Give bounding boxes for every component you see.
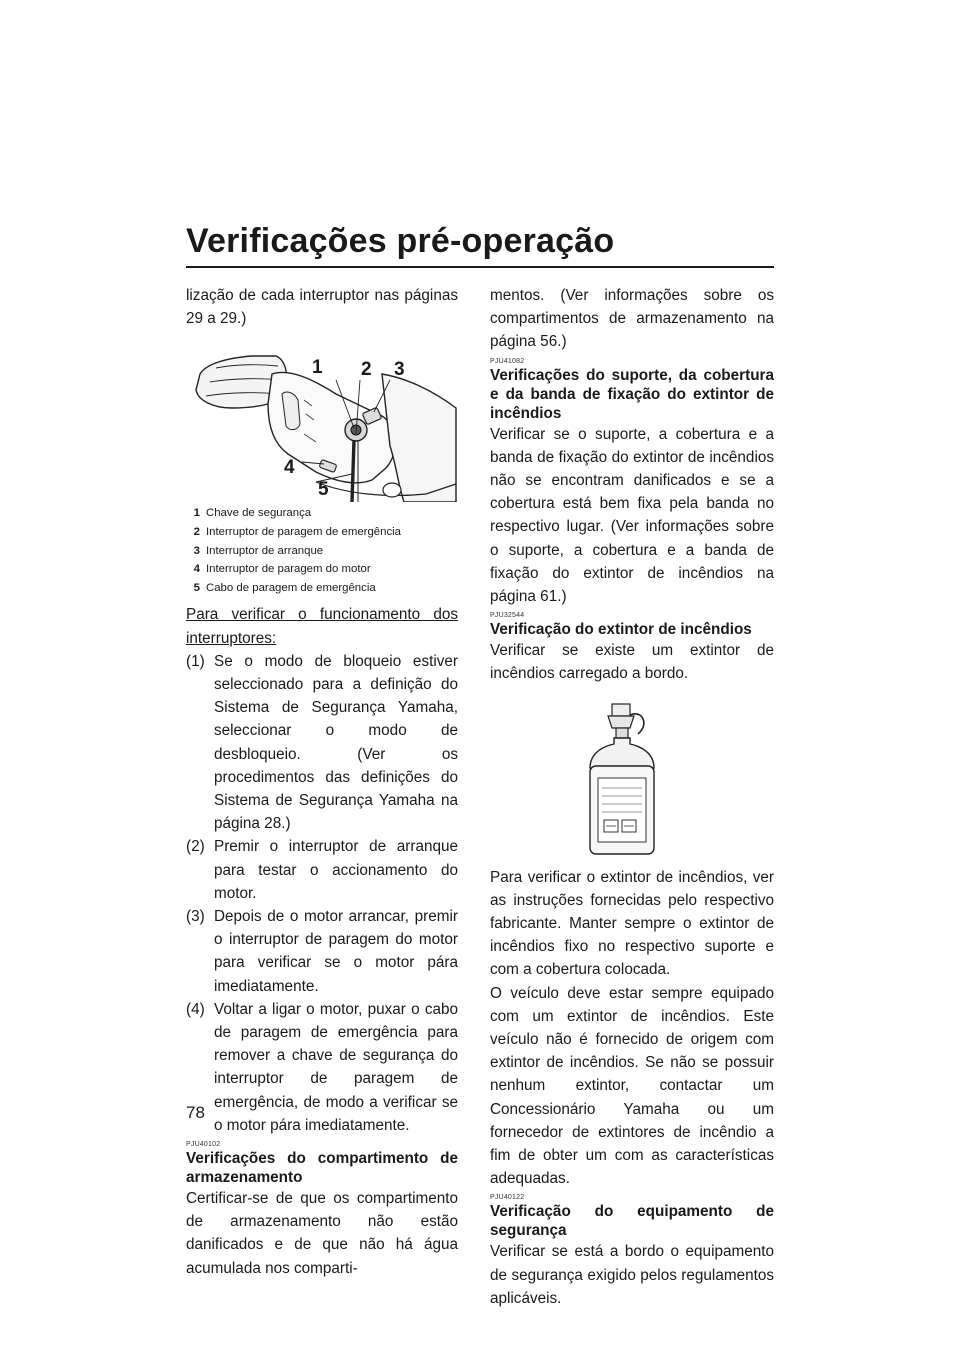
callout-item: 2 Interruptor de paragem de emergência	[193, 526, 402, 538]
section-code: PJU41082	[490, 357, 525, 365]
step-item: (2) Premir o interruptor de arranque para testar o accionamento do motor.	[186, 838, 458, 902]
section-title: Verificações do compartimento de armazenamento	[186, 1150, 458, 1187]
fire-extinguisher-illustration	[490, 698, 774, 858]
section-title: Verificações do suporte, da cobertura e da banda de fixação do extintor de incêndios	[490, 366, 774, 422]
section-title: Verificação do extintor de incêndios	[490, 621, 752, 639]
section-body: Verificar se existe um extintor de incêndios carregado a bordo.	[490, 642, 774, 683]
section-code: PJU32544	[490, 612, 525, 620]
callout-item: 5 Cabo de paragem de emergência	[193, 581, 376, 594]
header-rule	[186, 266, 774, 268]
right-column	[490, 284, 774, 1310]
section-title: Verificação do equipamento de segurança	[490, 1203, 774, 1240]
callout-legend	[186, 504, 458, 597]
step-item: (4) Voltar a ligar o motor, puxar o cabo de paragem de emergência para remover a chave de segurança do interruptor de paragem de emergência, de modo a verificar se o motor pára imediatamente.	[186, 1000, 458, 1134]
callout-item: 4 Interruptor de paragem do motor	[193, 563, 371, 576]
figure-callout-4: 4	[284, 457, 295, 479]
step-item: (3) Depois de o motor arrancar, premir o interruptor de paragem do motor para verificar se o motor pára imediatamente.	[186, 908, 458, 995]
page-number: 78	[186, 1103, 205, 1122]
intro-text: lização de cada interruptor nas páginas 29 a 29.)	[186, 287, 458, 328]
body-paragraph: O veículo deve estar sempre equipado com um extintor de incêndios. Este veículo não é fornecido de origem com extintor de incêndios. Se não se possuir nenhum extintor, contactar um Concessionário Yamaha ou um fornecedor de extintores de incêndio a fim de obter um com as características adequadas.	[490, 984, 774, 1188]
section-code: PJU40102	[186, 1141, 221, 1149]
callout-item: 1 Chave de segurança	[193, 507, 312, 520]
body-paragraph: Para verificar o extintor de incêndios, ver as instruções fornecidas pelo respectivo fabricante. Manter sempre o extintor de incêndios fixo no respectivo suporte e com a cobertura colocada.	[490, 868, 774, 979]
continuation-text: mentos. (Ver informações sobre os compartimentos de armazenamento na página 56.)	[490, 287, 774, 351]
procedure-subheading: Para verificar o funcionamento dos interruptores:	[186, 606, 458, 647]
section-body: Verificar se o suporte, a cobertura e a banda de fixação do extintor de incêndios não se encontram danificados e se a cobertura está bem fixa pela banda no respectivo lugar. (Ver informações sobre o suporte, a cobertura e a banda de fixação do extintor de incêndios na página 61.)	[490, 425, 774, 606]
figure-callout-5: 5	[318, 479, 329, 501]
section-code: PJU40122	[490, 1194, 525, 1202]
figure-callout-2: 2	[361, 359, 372, 381]
section-body: Verificar se está a bordo o equipamento de segurança exigido pelos regulamentos aplicáveis.	[490, 1243, 774, 1307]
step-item: (1) Se o modo de bloqueio estiver seleccionado para a definição do Sistema de Segurança Yamaha, seleccionar o modo de desbloqueio. (Ver os procedimentos das definições do Sistema de Segurança Yamaha na página 28.)	[186, 652, 458, 833]
figure-callout-1: 1	[312, 357, 323, 379]
figure-callout-3: 3	[394, 359, 405, 381]
handlebar-switch-figure	[186, 334, 458, 502]
page-title: Verificações pré-operação	[186, 222, 615, 260]
fire-extinguisher-figure	[490, 698, 774, 858]
callout-item: 3 Interruptor de arranque	[193, 544, 324, 557]
procedure-steps	[186, 650, 458, 1137]
left-column	[186, 284, 458, 1280]
section-body: Certificar-se de que os compartimento de armazenamento não estão danificados e de que não há água acumulada nos comparti-	[186, 1190, 458, 1277]
